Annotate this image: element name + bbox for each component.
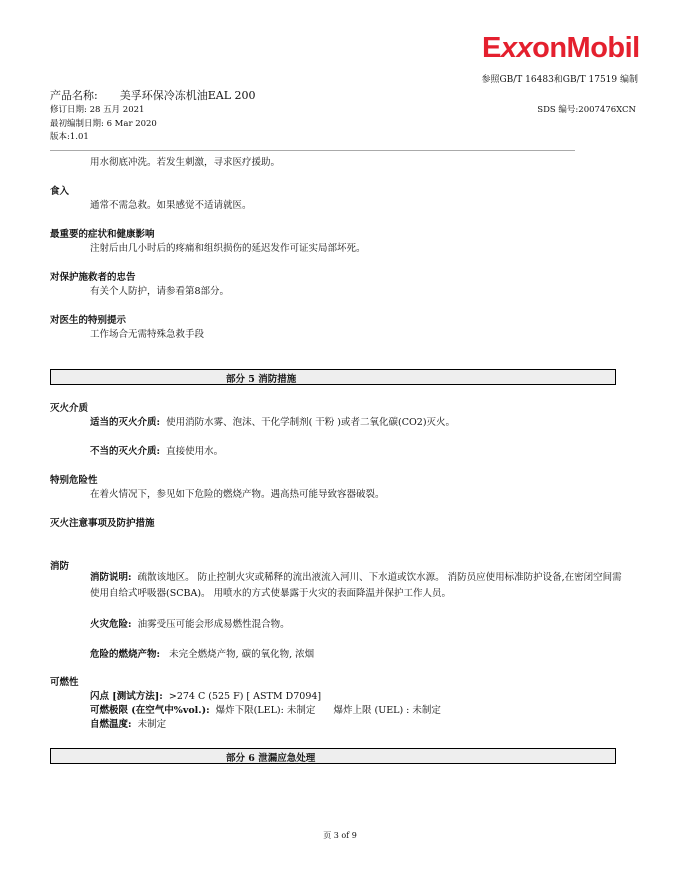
- unsuitable-label: 不当的灭火介质:: [90, 446, 161, 457]
- section-6-header: [50, 748, 616, 764]
- symptoms-heading: 最重要的症状和健康影响: [50, 229, 155, 240]
- hazards-text: 在着火情况下，参见如下危险的燃烧产物。遇高热可能导致容器破裂。: [90, 489, 385, 500]
- section-6-title: 部分 6 泄漏应急处理: [226, 753, 316, 764]
- instructions-text: 疏散该地区。 防止控制火灾或稀释的流出液流入河川、下水道或饮水源。 消防员应使用标准防护设备,在密闭空间需使用自给式呼吸器(SCBA)。 用喷水的方式使暴露于火灾的表面降温并保护工作人员。: [90, 572, 622, 599]
- rescuer-text: 有关个人防护，请参看第8部分。: [90, 286, 230, 297]
- firefighting-instructions: [90, 570, 630, 602]
- flash-point: [90, 688, 321, 702]
- section-5-title: 部分 5 消防措施: [226, 374, 297, 385]
- flash-text: >274 C (525 F) [ ASTM D7094]: [168, 691, 322, 702]
- first-date: 最初编制日期: 6 Mar 2020: [50, 119, 157, 129]
- limits-label: 可燃极限 (在空气中%vol.):: [90, 705, 210, 716]
- media-heading: 灭火介质: [50, 403, 89, 414]
- autoignition-text: 未制定: [137, 719, 167, 730]
- exxonmobil-logo: ExxonMobil: [482, 32, 640, 64]
- product-name-line: [50, 87, 256, 103]
- instructions-label: 消防说明:: [90, 572, 132, 583]
- product-label: 产品名称:: [50, 89, 98, 102]
- precautions-heading: 灭火注意事项及防护措施: [50, 518, 155, 529]
- uel-text: 爆炸上限 (UEL) : 未制定: [333, 705, 441, 716]
- combustion-products: [90, 646, 314, 660]
- combustion-text: 未完全燃烧产物, 碳的氧化物, 浓烟: [169, 649, 315, 660]
- ingestion-text: 通常不需急救。如果感觉不适请就医。: [90, 200, 252, 211]
- unsuitable-media: [90, 443, 223, 457]
- fire-hazard-label: 火灾危险:: [90, 619, 132, 630]
- flammability-heading: 可燃性: [50, 677, 79, 688]
- eye-contact-text: 用水彻底冲洗。若发生刺激，寻求医疗援助。: [90, 157, 281, 168]
- flammable-limits: [90, 702, 441, 716]
- fire-hazard-text: 油雾受压可能会形成易燃性混合物。: [137, 619, 290, 630]
- sds-number: SDS 编号:2007476XCN: [537, 105, 636, 115]
- revision-date: 修订日期: 28 五月 2021: [50, 105, 145, 115]
- hazards-heading: 特别危险性: [50, 475, 98, 486]
- fire-hazard: [90, 616, 290, 630]
- doctor-heading: 对医生的特别提示: [50, 315, 127, 326]
- flash-label: 闪点 [测试方法]:: [90, 691, 163, 702]
- version: 版本:1.01: [50, 132, 89, 142]
- combustion-label: 危险的燃烧产物:: [90, 649, 161, 660]
- autoignition-label: 自燃温度:: [90, 719, 132, 730]
- suitable-media: [90, 414, 455, 428]
- ingestion-heading: 食入: [50, 186, 70, 197]
- firefighting-heading: 消防: [50, 561, 70, 572]
- doctor-text: 工作场合无需特殊急救手段: [90, 329, 205, 340]
- reference-standard: 参照GB/T 16483和GB/T 17519 编制: [481, 75, 638, 85]
- header-divider: [50, 150, 575, 151]
- section-5-header: [50, 369, 616, 385]
- unsuitable-text: 直接使用水。: [166, 446, 224, 457]
- suitable-text: 使用消防水雾、泡沫、干化学制剂( 干粉 )或者二氧化碳(CO2)灭火。: [166, 417, 456, 428]
- rescuer-heading: 对保护施救者的忠告: [50, 272, 136, 283]
- suitable-label: 适当的灭火介质:: [90, 417, 161, 428]
- page-number: 页 3 of 9: [323, 831, 357, 840]
- autoignition: [90, 716, 166, 730]
- lel-text: 爆炸下限(LEL): 未制定: [215, 705, 316, 716]
- product-name: 美孚环保冷冻机油EAL 200: [119, 89, 256, 102]
- symptoms-text: 注射后由几小时后的疼痛和组织损伤的延迟发作可证实局部坏死。: [90, 243, 366, 254]
